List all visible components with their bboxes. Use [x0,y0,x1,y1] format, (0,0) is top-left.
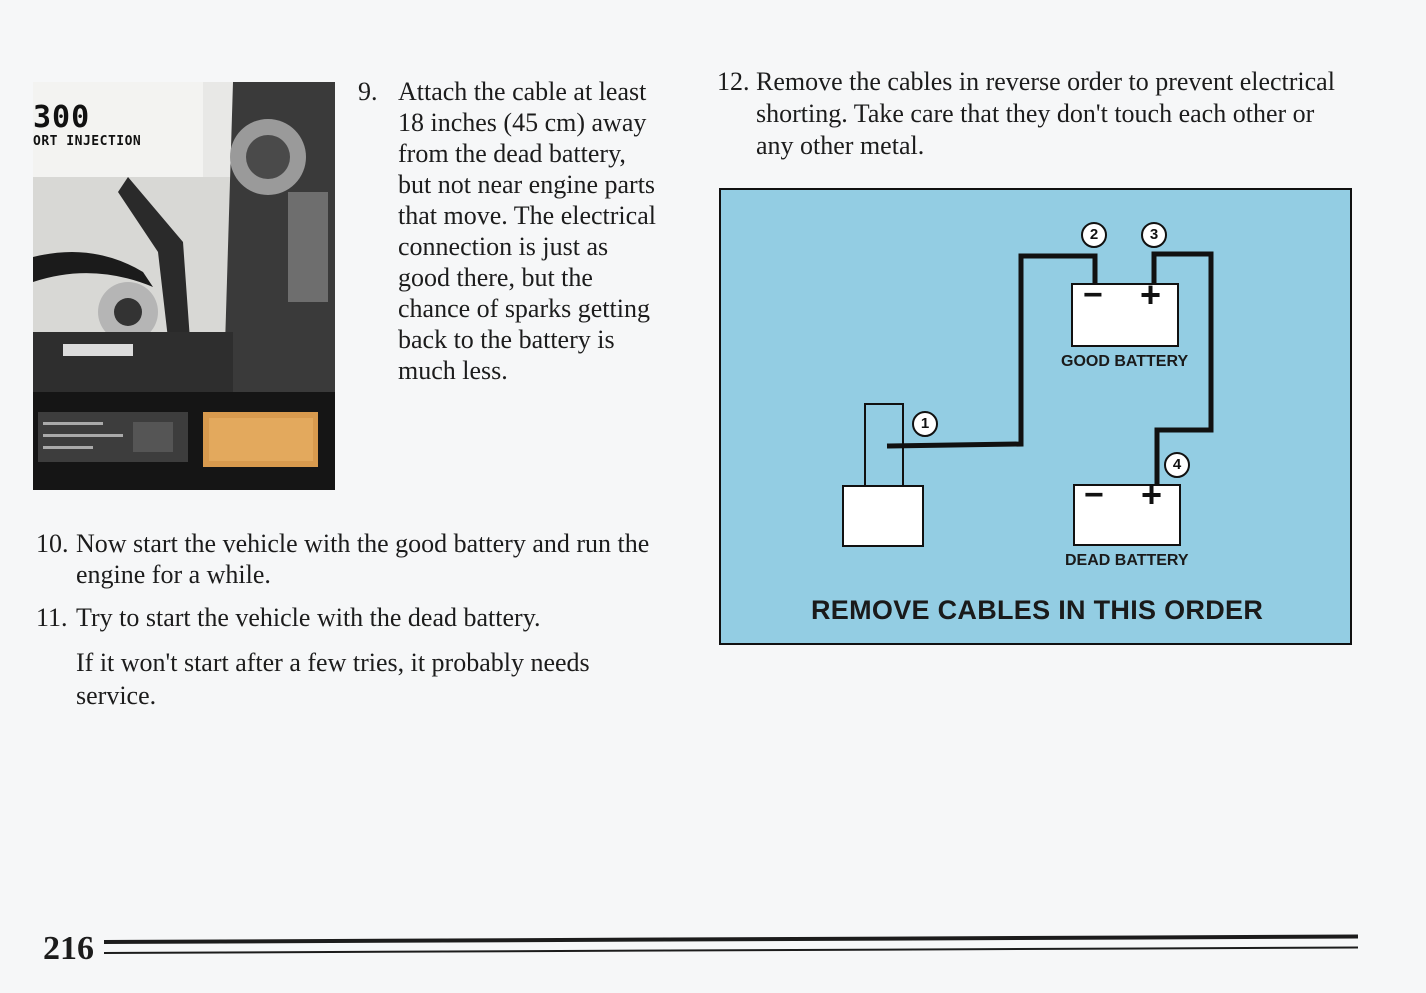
photo-engine-badge: 300 [33,100,91,135]
step-number: 10. [36,529,69,558]
dead-battery-label: DEAD BATTERY [1065,552,1189,569]
step-text: Attach the cable at least 18 inches (45 cm) away from the dead battery, but not near engine parts that move. The electrical connection is just as good there, but the chance of sparks getting back to the battery is much less. [398,77,656,385]
step-number: 11. [36,603,68,632]
step-12 [717,66,1337,162]
step-number: 9. [358,77,378,106]
step-text: Try to start the vehicle with the dead battery. [76,603,541,632]
step-number: 12. [717,67,750,96]
footer-rule-thin [104,947,1358,954]
good-battery-negative: − [1083,276,1103,314]
page-number: 216 [43,930,94,967]
cable-removal-diagram [719,188,1352,645]
step-9 [358,76,658,386]
engine-block [843,486,923,546]
photo-engine-label: ORT INJECTION [33,134,142,149]
marker-1: 1 [912,411,938,437]
step-text: Now start the vehicle with the good battery and run the engine for a while. [76,529,650,589]
dead-battery-positive: + [1141,474,1163,515]
good-battery-positive: + [1140,274,1162,315]
engine-photo [33,82,335,490]
marker-3: 3 [1141,222,1167,248]
marker-2: 2 [1081,222,1107,248]
footer-rule-thick [104,935,1358,944]
marker-4: 4 [1164,452,1190,478]
step-10 [36,528,666,590]
diagram-wiring [721,190,1354,647]
diagram-caption: REMOVE CABLES IN THIS ORDER [811,595,1264,625]
good-battery-label: GOOD BATTERY [1061,353,1189,370]
step-11-note: If it won't start after a few tries, it probably needs service. [76,648,590,710]
dead-battery-negative: − [1084,476,1104,514]
step-11 [36,602,666,633]
step-text: Remove the cables in reverse order to prevent electrical shorting. Take care that they don't touch each other or any other metal. [756,67,1335,160]
